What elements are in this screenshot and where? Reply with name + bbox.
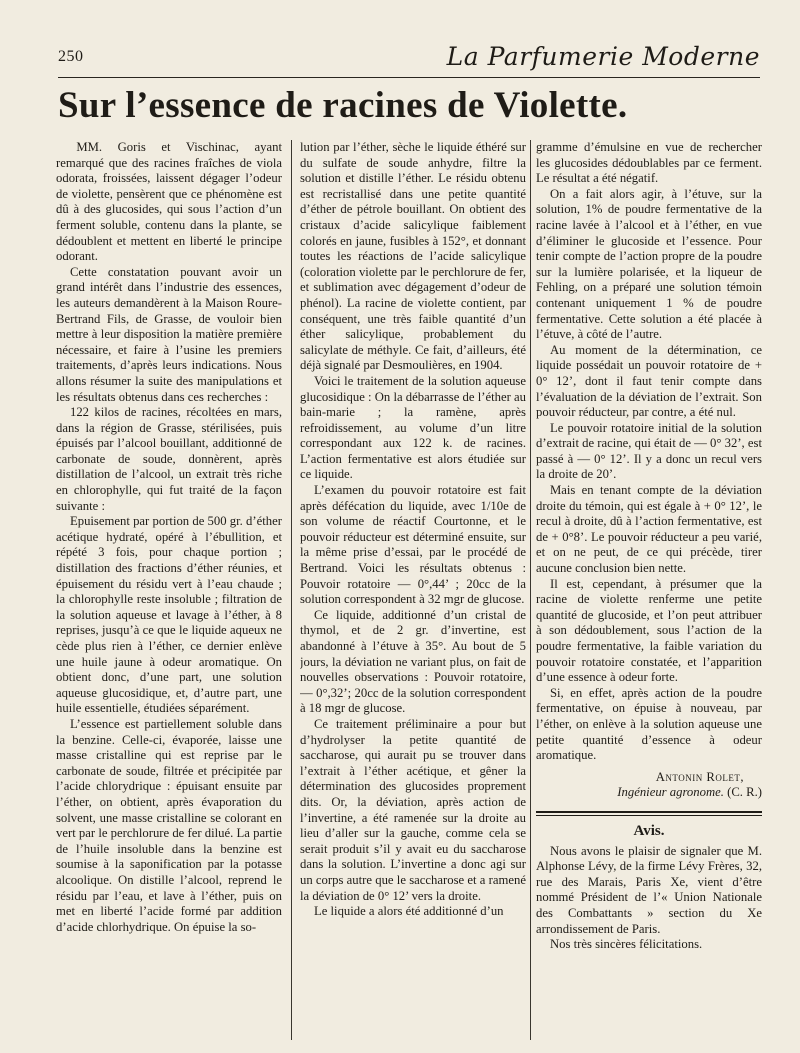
author-role: Ingénieur agronome.	[617, 785, 724, 800]
paragraph: Le pouvoir rotatoire initial de la solution d’extrait de racine, qui était de — 0° 32’, est passé à — 0° 12’. Il y a donc un recul vers la droite de 20’.	[536, 420, 762, 482]
author-role-line	[536, 785, 762, 801]
paragraph: Si, en effet, après action de la poudre fermentative, on épuise à nouveau, par l’éther, on enlève à la solution aqueuse une petite quantité d’essence à odeur aromatique.	[536, 685, 762, 763]
paragraph: L’essence est partiellement soluble dans la benzine. Celle-ci, évaporée, laisse une masse cristalline qui est reprise par le carbonate de soude, filtrée et précipitée par l’acide chlorydrique : épuisant ensuite par l’éther, on obtient, après évaporation du solvent, une masse cristalline se colorant en vert par le perchlorure de fer dilué. La partie de l’huile insoluble dans la benzine est soumise à la saponification par la potasse alcoolique. On distille l’alcool, reprend le résidu par l’eau, et lave à l’éther, puis on met en liberté l’acide formé par addition d’acide chlorhydrique. On épuise la so-	[56, 716, 282, 934]
paragraph: Ce liquide, additionné d’un cristal de thymol, et de 2 gr. d’invertine, est abandonné à l’étuve à 35°. Au bout de 5 jours, la déviation ne variant plus, on fait de nouvelles observations : Pouvoir rotatoire, — 0°,32’; 20cc de la solution correspondent à 18 mgr de glucose.	[300, 607, 526, 716]
header-rule	[58, 77, 760, 78]
paragraph: MM. Goris et Vischinac, ayant remarqué que des racines fraîches de viola odorata, froissées, laissent dégager l’odeur de violette, pensèrent que ce phénomène est dû à des glucosides, qui sous l’action d’un ferment soluble, contenu dans la plante, se dédoublent et mettent en liberté le principe odorant.	[56, 140, 282, 264]
paragraph: Epuisement par portion de 500 gr. d’éther acétique hydraté, opéré à l’ébullition, et répété 3 fois, pour chaque portion ; distillation des fractions d’éther réunies, et épuisement du résidu vert à l’eau chaude ; la chlorophylle reste insoluble ; filtration de la solution aqueuse et lavage à l’éther, à 8 reprises, jusqu’à ce que le liquide aqueux ne cède plus rien à l’éther, ce dernier enlève une huile jaune à odeur aromatique. On obtient donc, d’une part, une solution aqueuse glucosidique, et, d’autre part, une huile essentielle, étudiées séparément.	[56, 514, 282, 716]
paragraph: gramme d’émulsine en vue de rechercher les glucosides dédoublables par ce ferment. Le résultat a été négatif.	[536, 140, 762, 186]
notice-rule-top-thin	[536, 815, 762, 816]
paragraph: Ce traitement préliminaire a pour but d’hydrolyser la petite quantité de saccharose, qui aurait pu se trouver dans l’extrait à l’éther acétique, et gêner la détermination des glucosides proprement dits. Or, la déviation, après action de l’invertine, a été ramenée sur la droite au lieu d’aller sur la gauche, comme cela se serait produit s’il y avait eu du saccharose dans la solution. L’invertine a donc agi sur un corps autre que le saccharose et a ramené la déviation de 0° 12’ vers la droite.	[300, 716, 526, 903]
paragraph: On a fait alors agir, à l’étuve, sur la solution, 1% de poudre fermentative de la racine lavée à l’alcool et à l’éther, en vue d’éliminer le glucoside et l’essence. Pour tenir compte de l’action propre de la poudre sur la lumière polarisée, et la liqueur de Fehling, on a préparé une solution témoin contenant uniquement 1 % de poudre fermentative. Cette solution a été placée à l’étuve, à côté de l’autre.	[536, 186, 762, 342]
paragraph: L’examen du pouvoir rotatoire est fait après défécation du liquide, avec 1/10e de son volume de réactif Courtonne, et le pouvoir réducteur est déterminé ensuite, sur la même prise d’essai, par le procédé de Bertrand. Voici les résultats obtenus : Pouvoir rotatoire — 0°,44’ ; 20cc de la solution correspondent à 32 mgr de glucose.	[300, 483, 526, 607]
notice-text: Nous avons le plaisir de signaler que M. Alphonse Lévy, de la firme Lévy Frères, 32, rue des Marais, Paris Xe, vient d’être nommé Président de l’« Union Nationale des Combattants » section du Xe arrondissement de Paris.	[536, 843, 762, 936]
notice-closing: Nos très sincères félicitations.	[549, 937, 703, 952]
paragraph: Il est, cependant, à présumer que la racine de violette renferme une petite quantité de glucoside, et l’on peut attribuer à son dédoublement, sous l’action de la poudre fermentative, la faible variation du pouvoir rotatoire constatée, et l’apparition d’une essence à odeur forte.	[536, 576, 762, 685]
notice-heading: Avis.	[633, 822, 665, 839]
column-divider-right	[530, 140, 531, 1040]
paragraph: lution par l’éther, sèche le liquide éthéré sur du sulfate de soude anhydre, filtre la solution et distille l’éther. Le résidu obtenu est recristallisé dans une petite quantité d’éther de pétrole bouillant. On obtient des cristaux d’acide salicylique faiblement colorés en jaune, fusibles à 152°, et donnant toutes les réactions de l’acide salicylique (coloration violette par le perchlorure de fer, et sublimation avec dégagement d’odeur de phénol). La racine de violette contient, par conséquent, une très faible quantité d’un éther salicylique, probablement du salicylate de méthyle. Ce fait, d’ailleurs, été déjà signalé par Desmoulières, en 1904.	[300, 140, 526, 373]
author-initials: (C. R.)	[727, 785, 762, 800]
article-column-1	[56, 140, 282, 1045]
notice-rule-top	[536, 811, 762, 813]
paragraph: Le liquide a alors été additionné d’un	[313, 904, 504, 919]
author-signature	[536, 770, 762, 801]
running-header-journal-title: La Parfumerie Moderne	[446, 42, 760, 71]
paragraph: Cette constatation pouvant avoir un grand intérêt dans l’industrie des essences, les auteurs demandèrent à la Maison Roure-Bertrand Fils, de Grasse, de vouloir bien mettre à leur disposition la matière première nécessaire, et faire à l’usine les premiers traitements, d’après leurs indications. Nous allons résumer la suite des manipulations et les résultats obtenus dans ces recherches :	[56, 264, 282, 404]
author-name: Antonin Rolet,	[655, 769, 744, 784]
column-divider-left	[291, 140, 292, 1040]
paragraph: Voici le traitement de la solution aqueuse glucosidique : On la débarrasse de l’éther au bain-marie ; la ramène, après refroidissement, au volume d’un litre correspondant aux 122 k. de racines. L’action fermentative est alors étudiée sur ce liquide.	[300, 373, 526, 482]
notice-body	[536, 844, 762, 953]
article-title: Sur l’essence de racines de Violette.	[58, 85, 628, 126]
article-column-3	[536, 140, 762, 1045]
paragraph: 122 kilos de racines, récoltées en mars, dans la région de Grasse, stérilisées, puis épuisés par l’alcool bouillant, additionné de carbonate de soude, donnèrent, après distillation de l’alcool, un extrait très riche en chlorophylle, qui fut traité de la façon suivante :	[56, 405, 282, 513]
paragraph: Au moment de la détermination, ce liquide possédait un pouvoir rotatoire de + 0° 12’, dont il faut tenir compte dans l’évaluation de la déviation de l’extrait. Son pouvoir réducteur, par contre, a été nul.	[536, 342, 762, 420]
page-number: 250	[58, 48, 84, 65]
paragraph: Mais en tenant compte de la déviation droite du témoin, qui est égale à + 0° 12’, le recul à droite, dû à l’action fermentative, est de + 0°8’. Le pouvoir réducteur a peu varié, et on ne peut, de ce qui précède, tirer aucune conclusion bien nette.	[536, 483, 762, 576]
article-column-2	[300, 140, 526, 1045]
